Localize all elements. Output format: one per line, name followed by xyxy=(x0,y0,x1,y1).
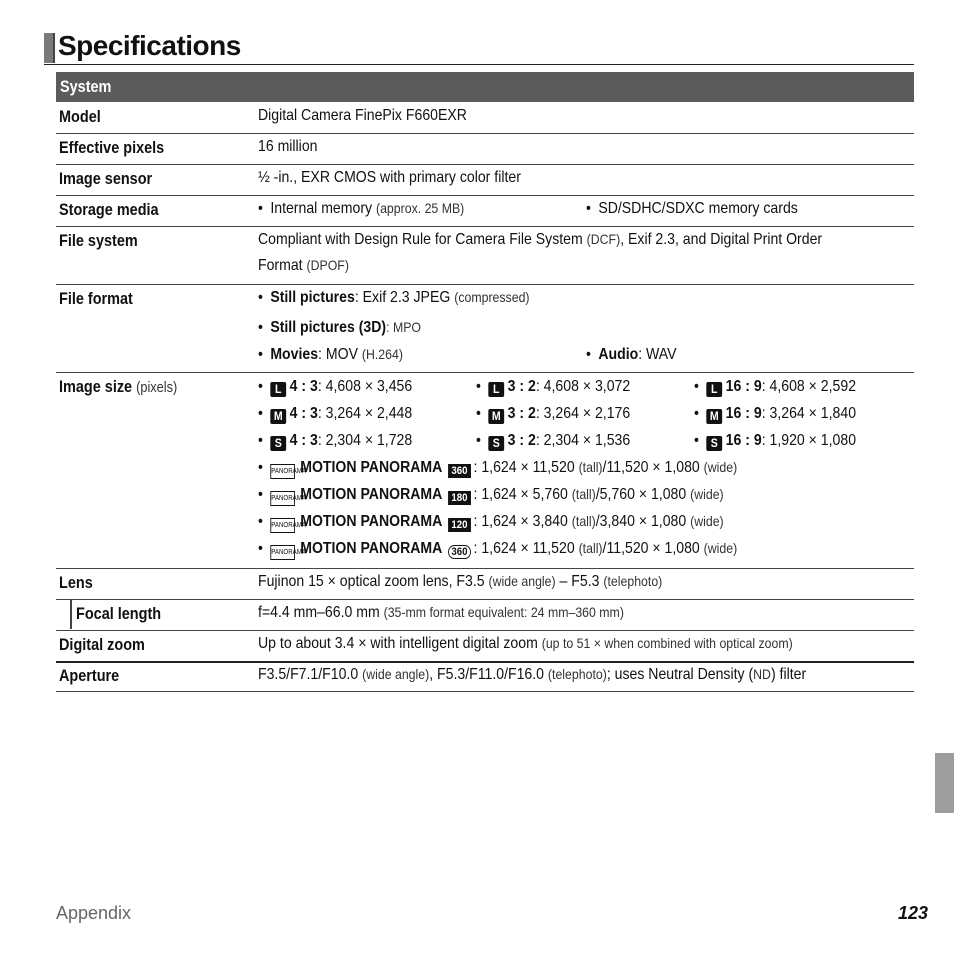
row-label: Model xyxy=(59,107,101,126)
size-m-3-2: • M 3 : 2: 3,264 × 2,176 xyxy=(476,405,631,423)
size-l-16-9: • L 16 : 9: 4,608 × 2,592 xyxy=(694,378,857,396)
size-m-4-3: • M 4 : 3: 3,264 × 2,448 xyxy=(258,405,413,423)
row-value: F3.5/F7.1/F10.0 (wide angle), F5.3/F11.0/F16.0 (telephoto); uses Neutral Density (ND) filter xyxy=(258,666,807,683)
row-label: File format xyxy=(59,289,133,308)
section-header-label: System xyxy=(60,77,112,96)
row-storage-media xyxy=(56,195,914,227)
row-lens xyxy=(56,568,914,600)
panorama-icon: PANORAMA xyxy=(270,464,295,479)
size-m-16-9: • M 16 : 9: 3,264 × 1,840 xyxy=(694,405,857,423)
row-label: Image size (pixels) xyxy=(59,377,178,396)
row-label: Effective pixels xyxy=(59,138,165,157)
row-label: Focal length xyxy=(76,604,162,623)
pano-360: • PANORAMAMOTION PANORAMA 360 : 1,624 × 11,520 (tall)/11,520 × 1,080 (wide) xyxy=(258,459,738,477)
pano-120: • PANORAMAMOTION PANORAMA 120 : 1,624 × 3,840 (tall)/3,840 × 1,080 (wide) xyxy=(258,513,724,531)
row-value: f=4.4 mm–66.0 mm (35-mm format equivalent: 24 mm–360 mm) xyxy=(258,604,624,621)
size-s-icon: S xyxy=(270,436,286,451)
row-label: Image sensor xyxy=(59,169,153,188)
row-label: Digital zoom xyxy=(59,635,145,654)
size-s-4-3: • S 4 : 3: 2,304 × 1,728 xyxy=(258,432,413,450)
chapter-tab xyxy=(935,753,954,813)
file-system-line-1: Compliant with Design Rule for Camera File System (DCF), Exif 2.3, and Digital Print Order xyxy=(258,231,823,248)
size-l-4-3: • L 4 : 3: 4,608 × 3,456 xyxy=(258,378,413,396)
pano-360-ring: • PANORAMAMOTION PANORAMA 360 : 1,624 × 11,520 (tall)/11,520 × 1,080 (wide) xyxy=(258,540,738,558)
storage-item-internal: • Internal memory (approx. 25 MB) xyxy=(258,200,465,217)
size-l-icon: L xyxy=(488,382,504,397)
file-format-still: • Still pictures: Exif 2.3 JPEG (compressed) xyxy=(258,289,530,306)
row-value: Up to about 3.4 × with intelligent digital zoom (up to 51 × when combined with optical zoom) xyxy=(258,635,793,652)
page-title: Specifications xyxy=(58,30,241,61)
file-format-movies: • Movies: MOV (H.264) xyxy=(258,346,403,363)
row-digital-zoom xyxy=(56,630,914,663)
size-l-icon: L xyxy=(270,382,286,397)
size-s-16-9: • S 16 : 9: 1,920 × 1,080 xyxy=(694,432,857,450)
size-s-icon: S xyxy=(706,436,722,451)
page-number: 123 xyxy=(897,903,928,923)
row-value: Digital Camera FinePix F660EXR xyxy=(258,107,467,124)
title-block xyxy=(44,30,914,65)
row-value: 16 million xyxy=(258,138,318,155)
pano-120-icon: 120 xyxy=(448,518,471,532)
pano-360-ring-icon: 360 xyxy=(448,545,471,559)
panorama-icon: PANORAMA xyxy=(270,491,295,506)
row-effective-pixels xyxy=(56,133,914,165)
file-system-line-2: Format (DPOF) xyxy=(258,257,349,274)
row-value: ½ -in., EXR CMOS with primary color filter xyxy=(258,169,521,186)
indent-marker xyxy=(70,599,72,629)
footer-section: Appendix xyxy=(56,903,132,923)
row-value: Fujinon 15 × optical zoom lens, F3.5 (wide angle) – F5.3 (telephoto) xyxy=(258,573,663,590)
row-label: Storage media xyxy=(59,200,159,219)
title-marker xyxy=(44,33,55,63)
size-s-icon: S xyxy=(488,436,504,451)
row-file-system xyxy=(56,226,914,285)
storage-item-sd: • SD/SDHC/SDXC memory cards xyxy=(586,200,798,217)
row-image-size xyxy=(56,372,914,569)
row-focal-length xyxy=(56,599,914,631)
panorama-icon: PANORAMA xyxy=(270,518,295,533)
row-aperture xyxy=(56,662,914,692)
size-m-icon: M xyxy=(706,409,722,424)
row-label: File system xyxy=(59,231,138,250)
panorama-icon: PANORAMA xyxy=(270,545,295,560)
size-m-icon: M xyxy=(270,409,286,424)
pano-180-icon: 180 xyxy=(448,491,471,505)
row-image-sensor xyxy=(56,164,914,196)
row-label: Aperture xyxy=(59,666,120,685)
file-format-audio: • Audio: WAV xyxy=(586,346,677,363)
pano-180: • PANORAMAMOTION PANORAMA 180 : 1,624 × 5,760 (tall)/5,760 × 1,080 (wide) xyxy=(258,486,724,504)
size-l-3-2: • L 3 : 2: 4,608 × 3,072 xyxy=(476,378,631,396)
size-l-icon: L xyxy=(706,382,722,397)
row-model xyxy=(56,102,914,134)
row-label: Lens xyxy=(59,573,93,592)
size-m-icon: M xyxy=(488,409,504,424)
row-file-format xyxy=(56,284,914,373)
section-header xyxy=(56,72,914,102)
pano-360-icon: 360 xyxy=(448,464,471,478)
size-s-3-2: • S 3 : 2: 2,304 × 1,536 xyxy=(476,432,631,450)
file-format-still-3d: • Still pictures (3D): MPO xyxy=(258,319,422,336)
